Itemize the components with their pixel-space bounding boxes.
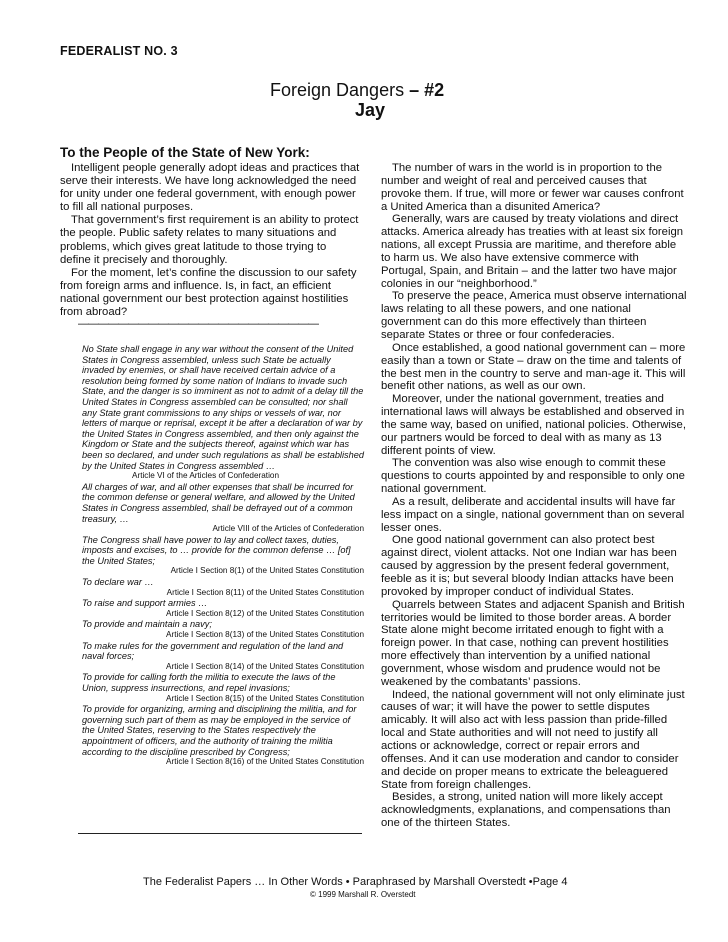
quote-text: All charges of war, and all other expenses that shall be incurred for the common defense or general welfare, and allowed by the United States in Congress assembled, shall be defrayed out of a common treasury, …	[82, 481, 355, 524]
page-footer: The Federalist Papers … In Other Words • Paraphrased by Marshall Overstedt •Page 4	[143, 876, 568, 888]
paragraph: That government’s first requirement is an ability to protect the people. Public safety relates to many situations and problems, which gives great latitude to those trying to define it precisely and thoroughly.	[60, 214, 359, 266]
paragraph: Indeed, the national government will not only eliminate just causes of war; it will have the power to settle disputes amicably. It will also act with less passion than pride-filled local and State authorities and will not need to justify all actions or acknowledge, correct or repair errors and offenses. And it can use moderation and candor to consider and decide on proper means to extricate the beleaguered State from foreign challenges.	[381, 688, 685, 791]
quote-citation: Article I Section 8(15) of the United States Constitution	[166, 693, 364, 703]
bottom-divider	[78, 833, 362, 834]
dashed-divider: ————————————————————————	[78, 318, 318, 330]
left-column-text	[60, 162, 360, 319]
paragraph: Intelligent people generally adopt ideas and practices that serve their interests. We have long acknowledged the need for unity under one federal government, with enough power to fill all national purposes.	[60, 162, 360, 214]
paragraph: One good national government can also protect best against direct, violent attacks. Not one Indian war has been caused by aggression by the present federal government, feeble as it is; but several bloody Indian attacks have been provoked by improper conduct of individual States.	[381, 534, 677, 598]
quote-text: To provide for calling forth the militia to execute the laws of the Union, suppress insurrections, and repel invasions;	[82, 672, 336, 693]
quote-text: To provide and maintain a navy;	[82, 619, 212, 630]
quote-citation: Article I Section 8(12) of the United States Constitution	[166, 608, 364, 618]
paragraph: The number of wars in the world is in proportion to the number and weight of real and perceived causes that provoke them. If true, will more or fewer war causes confront a United America than a disunited America?	[381, 162, 684, 213]
paragraph: Moreover, under the national government, treaties and international laws will always be established and observed in the same way, based on unified, national policies. Otherwise, our partners would be forced to deal with as many as 13 different points of view.	[381, 393, 686, 457]
paragraph: Once established, a good national government can – more easily than a town or State – draw on the time and talents of the best men in the country to serve and man-age it. This will benefit other nations, as well as our own.	[381, 341, 686, 393]
quote-text: To declare war …	[82, 577, 154, 588]
quote-text: To make rules for the government and regulation of the land and naval forces;	[82, 640, 344, 662]
quote-text: To provide for organizing, arming and disciplining the militia, and for governing such part of them as may be employed in the service of the United States, reserving to the States respectively the appointment of officers, and the authority of training the militia according to the discipline prescribed by Congress;	[82, 704, 357, 757]
right-column-text	[381, 162, 687, 830]
constitution-quotes-box	[82, 344, 364, 768]
copyright-notice: © 1999 Marshall R. Overstedt	[310, 890, 416, 899]
quote-citation: Article I Section 8(1) of the United States Constitution	[170, 566, 364, 576]
page-title	[270, 80, 444, 101]
paragraph: The convention was also wise enough to commit these questions to courts appointed by and responsible to only one national government.	[381, 457, 685, 496]
quote-citation: Article VI of the Articles of Confederation	[132, 471, 279, 481]
quote-citation: Article VIII of the Articles of Confederation	[212, 524, 364, 534]
author-name: Jay	[355, 100, 386, 120]
quote-citation: Article I Section 8(14) of the United States Constitution	[166, 661, 364, 671]
paragraph: For the moment, let’s confine the discussion to our safety from foreign arms and influence. Is, in fact, an efficient national government our best protection against hostilities from abroad?	[60, 266, 357, 319]
paragraph: Quarrels between States and adjacent Spanish and British territories would be limited to those border areas. A border State alone might become irritated enough to fight with a foreign power. In that case, nothing can prevent hostilities more effectively than intervention by a unified national government, whose wisdom and prudence would not be weakened by the combatants’ passions.	[381, 598, 685, 688]
quote-text: No State shall engage in any war without the consent of the United States in Congress assembled, unless such State be actually invaded by enemies, or shall have received certain advice of a resolution being formed by some nation of Indians to invade such State, and the danger is so imminent as not to admit of a delay till the United States in Congress assembled can be consulted; nor shall any State grant commissions to any ships or vessels of war, nor letters of marque or reprisal, except it be after a declaration of war by the United States in Congress assembled, and then only against the Kingdom or State and the subjects thereof, against which war has been so declared, and under such regulations as shall be established by the United States in Congress assembled …	[82, 344, 364, 471]
quote-citation: Article I Section 8(13) of the United States Constitution	[166, 630, 364, 640]
paragraph: To preserve the peace, America must observe international laws relating to all these powers, and one national government can do this more effectively than thirteen separate States or three or four confederacies.	[381, 290, 687, 341]
quote-text: To raise and support armies …	[82, 598, 208, 609]
paragraph: Generally, wars are caused by treaty violations and direct attacks. America already has treaties with at least six foreign nations, all except Prussia are maritime, and therefore able to harm us. We also have extensive commerce with Portugal, Spain, and Britain – and the latter two have major colonies in our “neighborhood.”	[381, 213, 684, 290]
quote-citation: Article I Section 8(16) of the United States Constitution	[166, 757, 364, 767]
paragraph: As a result, deliberate and accidental insults will have far less impact on a single, national government than on several lesser ones.	[381, 495, 685, 534]
quote-text: The Congress shall have power to lay and collect taxes, duties, imposts and excises, to … provide for the common defense … [of] the United States;	[82, 534, 351, 566]
salutation-heading: To the People of the State of New York:	[60, 145, 310, 160]
paragraph: Besides, a strong, united nation will more likely accept acknowledgments, explanations, and compensations than one of the thirteen States.	[381, 791, 671, 830]
title-text: Foreign Dangers	[270, 80, 405, 100]
document-label: FEDERALIST NO. 3	[60, 44, 178, 58]
title-number: – #2	[404, 80, 445, 100]
quote-citation: Article I Section 8(11) of the United States Constitution	[166, 587, 364, 597]
